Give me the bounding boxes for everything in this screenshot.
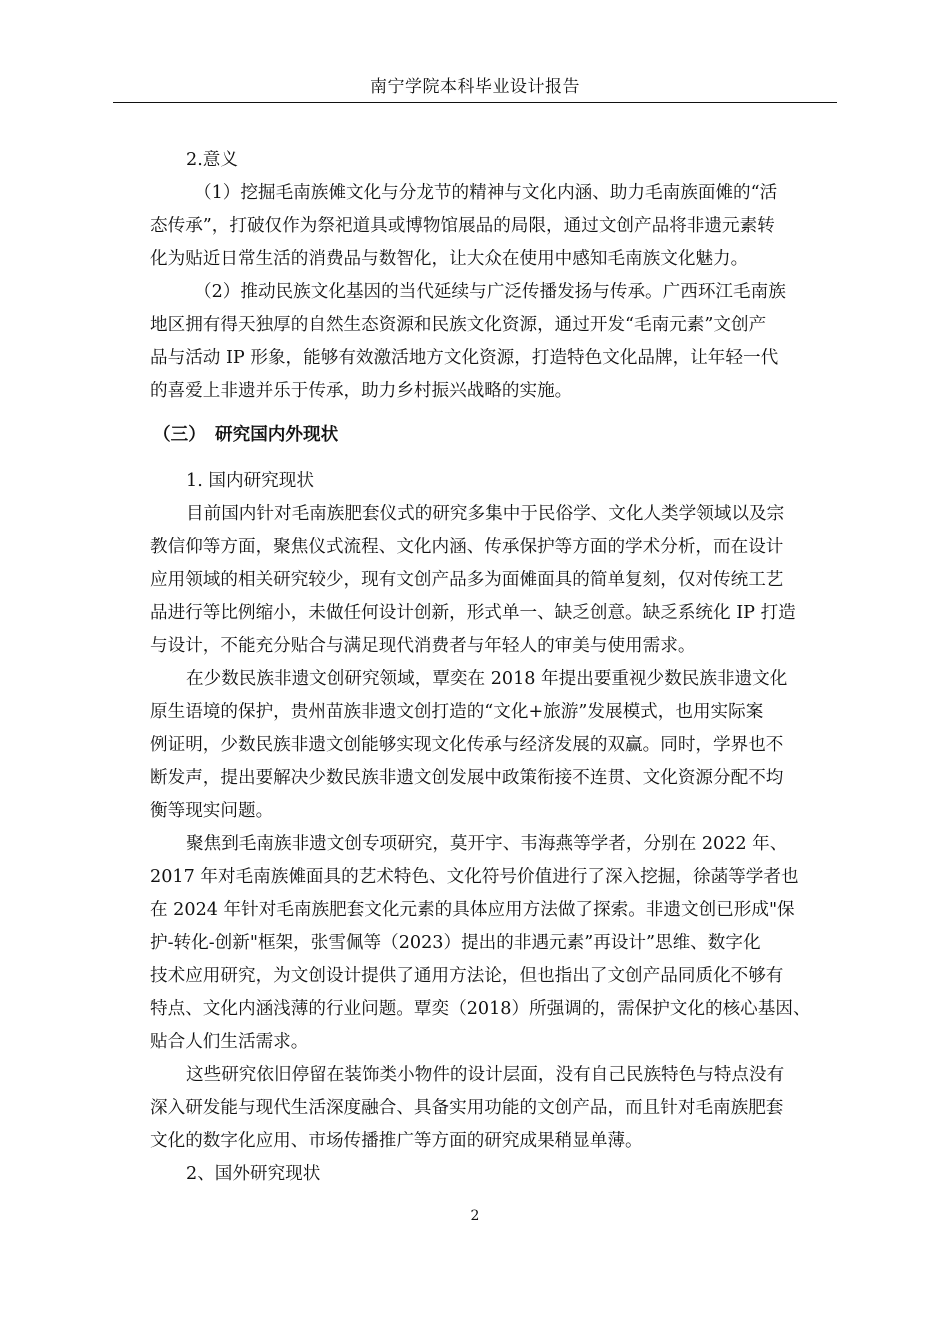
paragraph-significance-1 — [150, 177, 838, 276]
text-line: 聚焦到毛南族非遗文创专项研究，莫开宇、韦海燕等学者，分别在 2022 年、 — [186, 834, 788, 854]
text-line: 化为贴近日常生活的消费品与数智化，让大众在使用中感知毛南族文化魅力。 — [150, 249, 749, 269]
text-line: 品与活动 IP 形象，能够有效激活地方文化资源，打造特色文化品牌，让年轻一代 — [150, 348, 779, 368]
paragraph-domestic-2 — [150, 663, 838, 828]
foreign-research-title: 2、国外研究现状 — [186, 1164, 321, 1184]
text-line: 文化的数字化应用、市场传播推广等方面的研究成果稍显单薄。 — [150, 1131, 643, 1151]
text-line: 目前国内针对毛南族肥套仪式的研究多集中于民俗学、文化人类学领域以及宗 — [186, 504, 785, 524]
text-line: 断发声，提出要解决少数民族非遗文创发展中政策衔接不连贯、文化资源分配不均 — [150, 768, 784, 788]
text-line: 教信仰等方面，聚焦仪式流程、文化内涵、传承保护等方面的学术分析，而在设计 — [150, 537, 784, 557]
text-line: 在 2024 年针对毛南族肥套文化元素的具体应用方法做了探索。非遗文创已形成"保 — [150, 900, 795, 920]
domestic-research-title: 1. 国内研究现状 — [186, 471, 314, 491]
text-line: 态传承”，打破仅作为祭祀道具或博物馆展品的局限，通过文创产品将非遗元素转 — [150, 216, 775, 236]
section-heading — [150, 418, 838, 451]
page-number: 2 — [470, 1208, 480, 1224]
text-line: （1）挖掘毛南族傩文化与分龙节的精神与文化内涵、助力毛南族面傩的“活 — [194, 183, 778, 203]
significance-title: 2.意义 — [186, 150, 238, 170]
paragraph-domestic-1 — [150, 498, 838, 663]
page-header-title: 南宁学院本科毕业设计报告 — [370, 77, 580, 97]
text-line: 原生语境的保护，贵州苗族非遗文创打造的“文化+旅游”发展模式，也用实际案 — [150, 702, 764, 722]
paragraph-domestic-3 — [150, 828, 838, 1059]
text-line: 例证明，少数民族非遗文创能够实现文化传承与经济发展的双赢。同时，学界也不 — [150, 735, 784, 755]
text-line: 特点、文化内涵浅薄的行业问题。覃奕（2018）所强调的，需保护文化的核心基因、 — [150, 999, 811, 1019]
text-line: 与设计，不能充分贴合与满足现代消费者与年轻人的审美与使用需求。 — [150, 636, 696, 656]
text-line: 衡等现实问题。 — [150, 801, 274, 821]
section-title: 研究国内外现状 — [215, 424, 339, 445]
text-line: 贴合人们生活需求。 — [150, 1032, 309, 1052]
paragraph-significance-2 — [150, 276, 838, 408]
text-line: （2）推动民族文化基因的当代延续与广泛传播发扬与传承。广西环江毛南族 — [194, 282, 786, 302]
paragraph-domestic-4 — [150, 1059, 838, 1158]
text-line: 在少数民族非遗文创研究领域，覃奕在 2018 年提出要重视少数民族非遗文化 — [186, 669, 788, 689]
text-line: 2017 年对毛南族傩面具的艺术特色、文化符号价值进行了深入挖掘，徐菡等学者也 — [150, 867, 799, 887]
text-line: 技术应用研究，为文创设计提供了通用方法论，但也指出了文创产品同质化不够有 — [150, 966, 784, 986]
text-line: 的喜爱上非遗并乐于传承，助力乡村振兴战略的实施。 — [150, 381, 573, 401]
text-line: 品进行等比例缩小，未做任何设计创新，形式单一、缺乏创意。缺乏系统化 IP 打造 — [150, 603, 796, 623]
header-rule — [113, 102, 837, 103]
text-line: 护-转化-创新"框架，张雪佩等（2023）提出的非遇元素”再设计”思维、数字化 — [150, 933, 761, 953]
text-line: 地区拥有得天独厚的自然生态资源和民族文化资源，通过开发“毛南元素”文创产 — [150, 315, 767, 335]
text-line: 这些研究依旧停留在装饰类小物件的设计层面，没有自己民族特色与特点没有 — [186, 1065, 785, 1085]
text-line: 应用领域的相关研究较少，现有文创产品多为面傩面具的简单复刻，仅对传统工艺 — [150, 570, 784, 590]
section-number: （三） — [153, 424, 206, 445]
document-body — [150, 144, 838, 1191]
text-line: 深入研发能与现代生活深度融合、具备实用功能的文创产品，而且针对毛南族肥套 — [150, 1098, 784, 1118]
